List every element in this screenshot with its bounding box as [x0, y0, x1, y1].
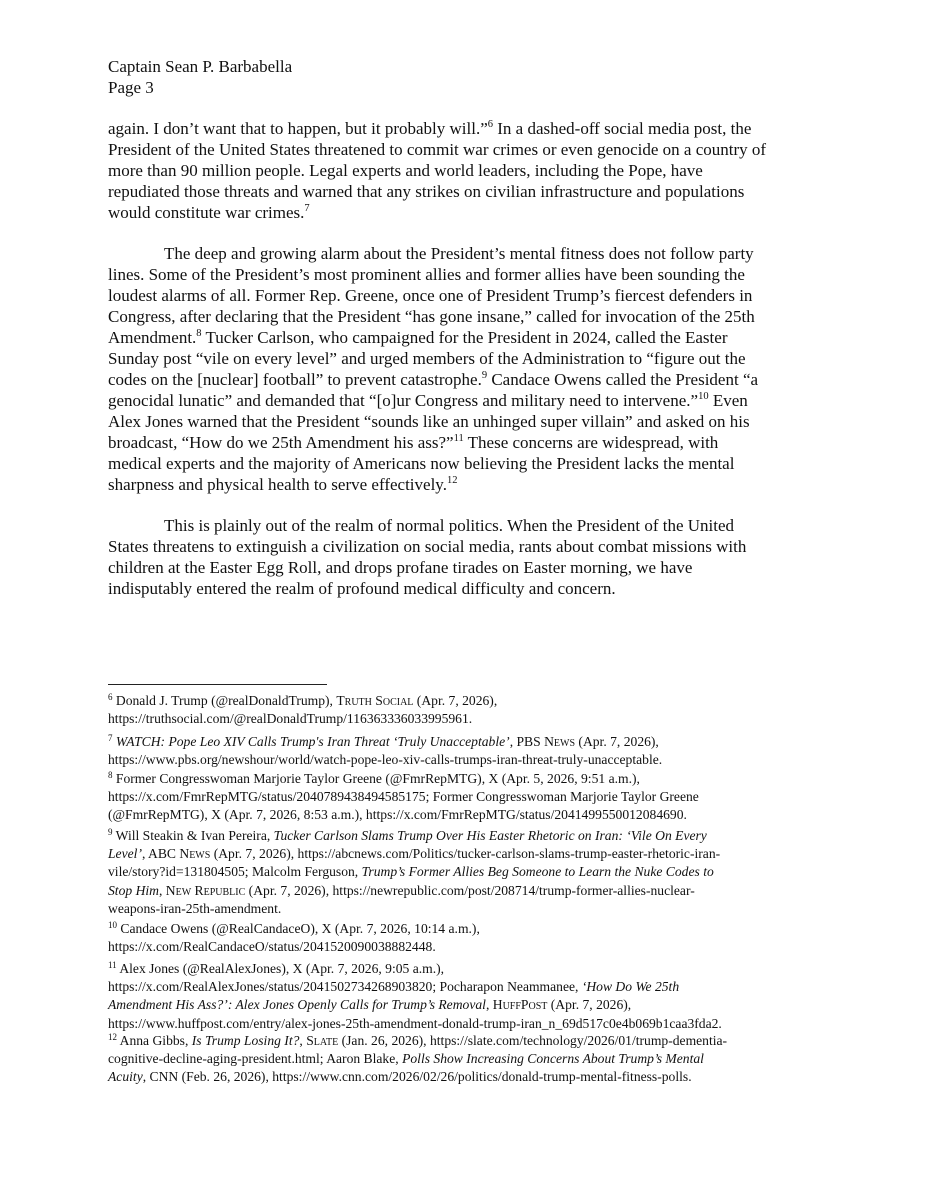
text-line: lines. Some of the President’s most prominent allies and former allies have been sounding the [108, 265, 745, 284]
footnote-9 [108, 827, 828, 918]
footnote-separator [108, 684, 327, 685]
text-line: $^{10}$ Candace Owens (@RealCandaceO), X (Apr. 7, 2026, 10:14 a.m.), [108, 920, 480, 936]
header-page-number: Page 3 [108, 78, 154, 97]
text-line: loudest alarms of all. Former Rep. Greene, once one of President Trump’s fiercest defenders in [108, 286, 753, 305]
text-line: codes on the [nuclear] football” to prevent catastrophe.$^9$ Candace Owens called the President “a [108, 370, 759, 389]
text-line: indisputably entered the realm of profound medical difficulty and concern. [108, 579, 616, 598]
footnote-number: 7 [108, 733, 113, 743]
text-line: Acuity, CNN (Feb. 26, 2026), https://www.cnn.com/2026/02/26/politics/donald-trump-mental-fitness-polls. [108, 1069, 692, 1085]
text-line: $^{12}$ Anna Gibbs, Is Trump Losing It?, Slate (Jan. 26, 2026), https://slate.com/technology/2026/01/trump-dementia- [108, 1032, 728, 1048]
text-line: vile/story?id=131804505; Malcolm Ferguson, Trump’s Former Allies Beg Someone to Learn the Nuke Codes to [108, 864, 714, 880]
text-line: https://x.com/FmrRepMTG/status/2040789438494585175; Former Congresswoman Marjorie Taylor Greene [108, 789, 699, 805]
text-line: weapons-iran-25th-amendment. [108, 900, 282, 916]
footnote-number: 8 [108, 770, 113, 780]
footnote-number: 9 [108, 827, 113, 837]
text-line: $^7$ WATCH: Pope Leo XIV Calls Trump's Iran Threat ‘Truly Unacceptable’, PBS News (Apr. 7, 2026), [108, 733, 659, 749]
footnote-ref: 8 [196, 328, 202, 339]
text-line: $^9$ Will Steakin & Ivan Pereira, Tucker Carlson Slams Trump Over His Easter Rhetoric on Iran: ‘Vile On Every [108, 827, 707, 843]
footnote-6 [108, 692, 828, 728]
footnote-url: https://truthsocial.com/@realDonaldTrump/116363336033995961. [108, 711, 473, 727]
text-line: Amendment His Ass?’: Alex Jones Openly Calls for Trump’s Removal, HuffPost (Apr. 7, 2026), [108, 997, 632, 1013]
text-line: would constitute war crimes.$^7$ [108, 203, 310, 222]
text-line: This is plainly out of the realm of normal politics. When the President of the United [164, 516, 735, 535]
text-line: again. I don’t want that to happen, but it probably will.”$^6$ In a dashed-off social media post, the [108, 119, 752, 138]
footnote-11 [108, 960, 828, 1033]
footnote-url: https://x.com/RealCandaceO/status/2041520090038882448. [108, 939, 436, 955]
footnote-8 [108, 770, 828, 825]
footnote-ref: 10 [698, 391, 709, 402]
text-line: medical experts and the majority of Americans now believing the President lacks the mental [108, 454, 735, 473]
text-line: Congress, after declaring that the President “has gone insane,” called for invocation of the 25th [108, 307, 755, 326]
footnote-ref: 7 [304, 203, 310, 214]
text-line: The deep and growing alarm about the President’s mental fitness does not follow party [164, 244, 754, 263]
paragraph-1 [108, 118, 824, 223]
footnote-ref: 11 [453, 433, 464, 444]
text-line: broadcast, “How do we 25th Amendment his ass?”$^{11}$ These concerns are widespread, with [108, 433, 719, 452]
text-line: https://x.com/RealAlexJones/status/2041502734268903820; Pocharapon Neammanee, ‘How Do We 25th [108, 979, 680, 995]
text-line: $^{11}$ Alex Jones (@RealAlexJones), X (Apr. 7, 2026, 9:05 a.m.), [108, 960, 445, 976]
text-line: Stop Him, New Republic (Apr. 7, 2026), https://newrepublic.com/post/208714/trump-former-allies-nuclear- [108, 882, 695, 898]
header-recipient-name: Captain Sean P. Barbabella [108, 57, 293, 76]
text-line: $^6$ Donald J. Trump (@realDonaldTrump), Truth Social (Apr. 7, 2026), [108, 692, 498, 708]
footnote-10 [108, 920, 828, 956]
text-line: Amendment.$^8$ Tucker Carlson, who campaigned for the President in 2024, called the Easter [108, 328, 728, 347]
footnote-ref: 6 [487, 119, 493, 130]
text-line: Sunday post “vile on every level” and urged members of the Administration to “figure out the [108, 349, 746, 368]
paragraph-3 [108, 515, 824, 599]
footnote-ref: 12 [446, 475, 458, 486]
footnote-number: 10 [108, 920, 117, 930]
footnote-ref: 9 [481, 370, 488, 381]
text-line: Alex Jones warned that the President “sounds like an unhinged super villain” and asked on his [108, 412, 750, 431]
footnote-url: https://www.huffpost.com/entry/alex-jones-25th-amendment-donald-trump-iran_n_69d517c0e4b069b1caa3fda2. [108, 1015, 722, 1031]
text-line: Level’, ABC News (Apr. 7, 2026), https://abcnews.com/Politics/tucker-carlson-slams-trump-easter-rhetoric-iran- [108, 846, 721, 862]
text-line: sharpness and physical health to serve effectively.$^{12}$ [108, 475, 458, 494]
footnote-number: 11 [108, 960, 117, 970]
text-line: genocidal lunatic” and demanded that “[o]ur Congress and military need to intervene.”$^{10}$ Even [108, 391, 748, 410]
text-line: States threatens to extinguish a civilization on social media, rants about combat missions with [108, 537, 747, 556]
text-line: cognitive-decline-aging-president.html; Aaron Blake, Polls Show Increasing Concerns About Trump’s Mental [108, 1051, 704, 1067]
text-line: more than 90 million people. Legal experts and world leaders, including the Pope, have [108, 161, 703, 180]
footnote-number: 12 [108, 1032, 117, 1042]
text-line: children at the Easter Egg Roll, and drops profane tirades on Easter morning, we have [108, 558, 693, 577]
footnote-12 [108, 1032, 828, 1087]
letter-header [108, 56, 292, 98]
footnote-7 [108, 733, 828, 769]
text-line: repudiated those threats and warned that any strikes on civilian infrastructure and populations [108, 182, 745, 201]
paragraph-2 [108, 243, 824, 495]
text-line: $^8$ Former Congresswoman Marjorie Taylor Greene (@FmrRepMTG), X (Apr. 5, 2026, 9:51 a.m.), [108, 770, 640, 786]
footnote-number: 6 [108, 692, 113, 702]
text-line: (@FmrRepMTG), X (Apr. 7, 2026, 8:53 a.m.), https://x.com/FmrRepMTG/status/2041499550012084690. [108, 807, 687, 823]
footnote-url: https://www.pbs.org/newshour/world/watch-pope-leo-xiv-calls-trumps-iran-threat-truly-unacceptable. [108, 752, 663, 768]
text-line: President of the United States threatened to commit war crimes or even genocide on a country of [108, 140, 767, 159]
